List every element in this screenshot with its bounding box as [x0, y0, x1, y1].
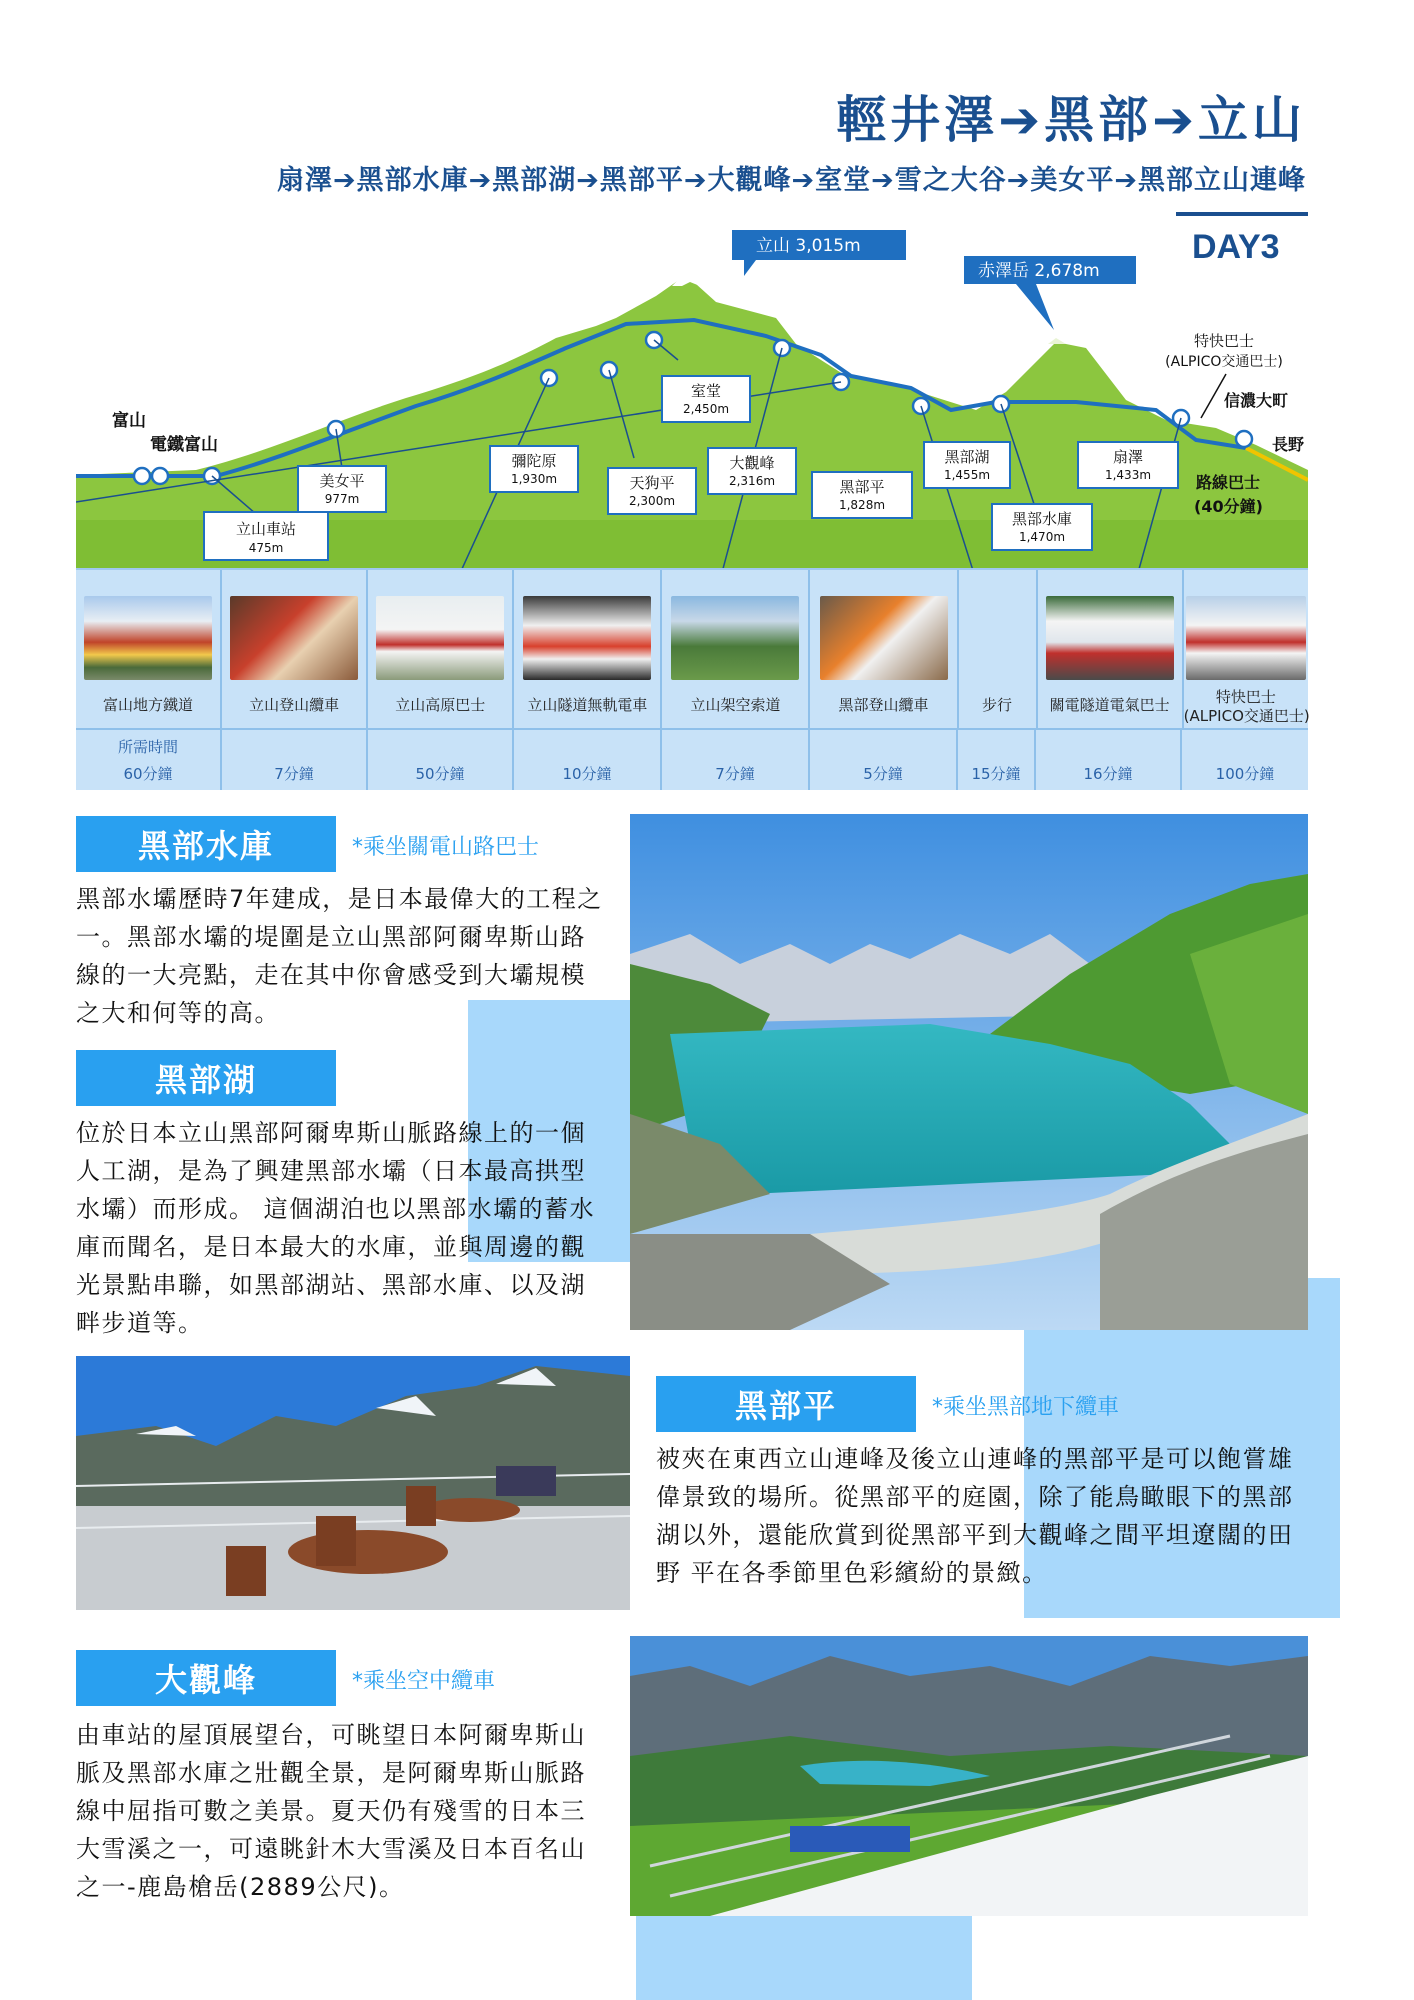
transport-cell: [514, 570, 662, 728]
transport-name: 立山隧道無軌電車: [527, 696, 648, 714]
underground-cable-car-photo: [820, 596, 948, 680]
section-note-kurobedaira: *乘坐黑部地下纜車: [932, 1395, 1120, 1420]
section-text-kurobedaira: 被夾在東西立山連峰及後立山連峰的黑部平是可以飽嘗雄偉景致的場所。從黑部平的庭園，除了能鳥瞰眼下的黑部湖以外，還能欣賞到從黑部平到大觀峰之間平坦遼闊的田野 平在各季節里色彩繽紛的景緻。: [656, 1445, 1294, 1587]
transport-name: 立山架空索道: [690, 696, 781, 714]
time-cell: [810, 730, 958, 790]
label-express-bus: 特快巴士: [1193, 332, 1255, 350]
time-value: 15分鐘: [971, 765, 1021, 783]
peak-label-akazawa: 赤澤岳 2,678m: [978, 261, 1100, 281]
transport-cell: [222, 570, 368, 728]
transport-cell: [1038, 570, 1184, 728]
bus-photo: [376, 596, 504, 680]
transport-cell: [368, 570, 514, 728]
transport-table: [76, 568, 1308, 788]
time-cell: [958, 730, 1036, 790]
peak-label-tateyama: 立山 3,015m: [756, 236, 861, 256]
station-elev: 1,828m: [838, 498, 886, 512]
section-header-kurobe-dam: 黑部水庫: [76, 816, 336, 872]
transport-name: 關電隧道電氣巴士: [1049, 696, 1170, 714]
station-elev: 2,450m: [682, 402, 730, 416]
time-cell: [514, 730, 662, 790]
transport-name: 立山登山纜車: [249, 696, 340, 714]
station-name: 天狗平: [629, 474, 675, 492]
transport-name: 黑部登山纜車: [838, 696, 929, 714]
transport-name: 特快巴士 (ALPICO交通巴士): [1183, 688, 1310, 725]
time-value: 100分鐘: [1215, 765, 1275, 783]
station-name: 美女平: [319, 472, 365, 490]
station-name: 室堂: [690, 382, 722, 400]
transport-name: 立山高原巴士: [395, 696, 486, 714]
station-name: 彌陀原: [511, 452, 557, 470]
station-dot: [1236, 431, 1252, 447]
electric-bus-photo: [1046, 596, 1174, 680]
transport-cell: [810, 570, 958, 728]
time-value: 60分鐘: [123, 765, 173, 783]
transport-row: [76, 570, 1308, 728]
station-elev: 2,316m: [728, 474, 776, 488]
section-text-kurobe-dam: 黑部水壩歷時7年建成，是日本最偉大的工程之一。黑部水壩的堤圍是立山黑部阿爾卑斯山路線的一大亮點，走在其中你會感受到大壩規模之大和何等的高。: [76, 885, 603, 1027]
day-label: DAY3: [1192, 228, 1280, 266]
ropeway-photo: [671, 596, 799, 680]
station-elev: 2,300m: [628, 494, 676, 508]
label-route-bus-time: (40分鐘): [1194, 497, 1263, 516]
time-cell: [662, 730, 810, 790]
time-cell: [222, 730, 368, 790]
time-value: 7分鐘: [715, 765, 755, 783]
section-note-kurobe-dam: *乘坐關電山路巴士: [352, 835, 540, 860]
time-value: 7分鐘: [274, 765, 314, 783]
station-elev: 1,930m: [510, 472, 558, 486]
transport-name: 富山地方鐵道: [103, 696, 194, 714]
station-elev: 977m: [324, 492, 360, 506]
station-elev: 1,433m: [1104, 468, 1152, 482]
station-elev: 1,455m: [943, 468, 991, 482]
station-dot: [152, 468, 168, 484]
label-route-bus: 路線巴士: [1196, 473, 1261, 492]
time-cell: [1036, 730, 1182, 790]
transport-cell: [662, 570, 810, 728]
station-name: 大觀峰: [729, 454, 775, 472]
station-elev: 475m: [248, 541, 284, 555]
cable-car-photo: [230, 596, 358, 680]
station-dot: [134, 468, 150, 484]
time-value: 16分鐘: [1083, 765, 1133, 783]
kurobe-dam-photo: [630, 814, 1308, 1330]
label-express-bus-company: (ALPICO交通巴士): [1165, 354, 1283, 370]
section-text-kurobe-lake: 位於日本立山黑部阿爾卑斯山脈路線上的一個人工湖，是為了興建黑部水壩（日本最高拱型水壩）而形成。 這個湖泊也以黑部水壩的蓄水庫而聞名，是日本最大的水庫，並與周邊的觀光景點串聯，如黑部湖站、黑部水庫、以及湖畔步道等。: [76, 1119, 596, 1337]
transport-cell: [76, 570, 222, 728]
kurobedaira-terrace-photo: [76, 1356, 630, 1610]
day-divider: [1176, 212, 1308, 216]
elevation-map: [76, 220, 1308, 570]
transport-cell: [959, 570, 1038, 728]
time-cell: [1182, 730, 1308, 790]
section-text-daikanbo: 由車站的屋頂展望台，可眺望日本阿爾卑斯山脈及黑部水庫之壯觀全景，是阿爾卑斯山脈路線中屈指可數之美景。夏天仍有殘雪的日本三大雪溪之一，可遠眺針木大雪溪及日本百名山之一-鹿島槍岳(2889公尺)。: [76, 1721, 586, 1901]
station-name: 扇澤: [1112, 448, 1144, 466]
page-title: 輕井澤➔黑部➔立山: [836, 91, 1306, 149]
station-name: 立山車站: [235, 520, 297, 538]
section-header-kurobe-lake: 黑部湖: [76, 1050, 336, 1106]
express-bus-photo: [1186, 596, 1306, 680]
time-value: 5分鐘: [863, 765, 903, 783]
transport-cell: [1184, 570, 1308, 728]
section-header-daikanbo: 大觀峰: [76, 1650, 336, 1706]
station-elev: 1,470m: [1018, 530, 1066, 544]
label-toyama: 富山: [112, 411, 146, 431]
station-name: 黑部平: [839, 478, 885, 496]
time-cell: [368, 730, 514, 790]
trolleybus-photo: [523, 596, 651, 680]
station-name: 黑部湖: [944, 448, 990, 466]
daikanbo-view-photo: [630, 1636, 1308, 1916]
time-value: 50分鐘: [415, 765, 465, 783]
time-label: 所需時間: [117, 738, 178, 756]
train-photo: [84, 596, 212, 680]
label-nagano: 長野: [1272, 435, 1305, 454]
time-value: 10分鐘: [562, 765, 612, 783]
section-header-kurobedaira: 黑部平: [656, 1376, 916, 1432]
station-name: 黑部水庫: [1011, 510, 1073, 528]
transport-name: 步行: [982, 696, 1013, 714]
label-shinano-omachi: 信濃大町: [1224, 391, 1289, 410]
route-subtitle: 扇澤➔黑部水庫➔黑部湖➔黑部平➔大觀峰➔室堂➔雪之大谷➔美女平➔黑部立山連峰: [277, 165, 1306, 196]
time-cell: [76, 730, 222, 790]
label-dentetsu-toyama: 電鐵富山: [150, 435, 218, 455]
section-note-daikanbo: *乘坐空中纜車: [352, 1669, 496, 1694]
time-row: [76, 728, 1308, 790]
